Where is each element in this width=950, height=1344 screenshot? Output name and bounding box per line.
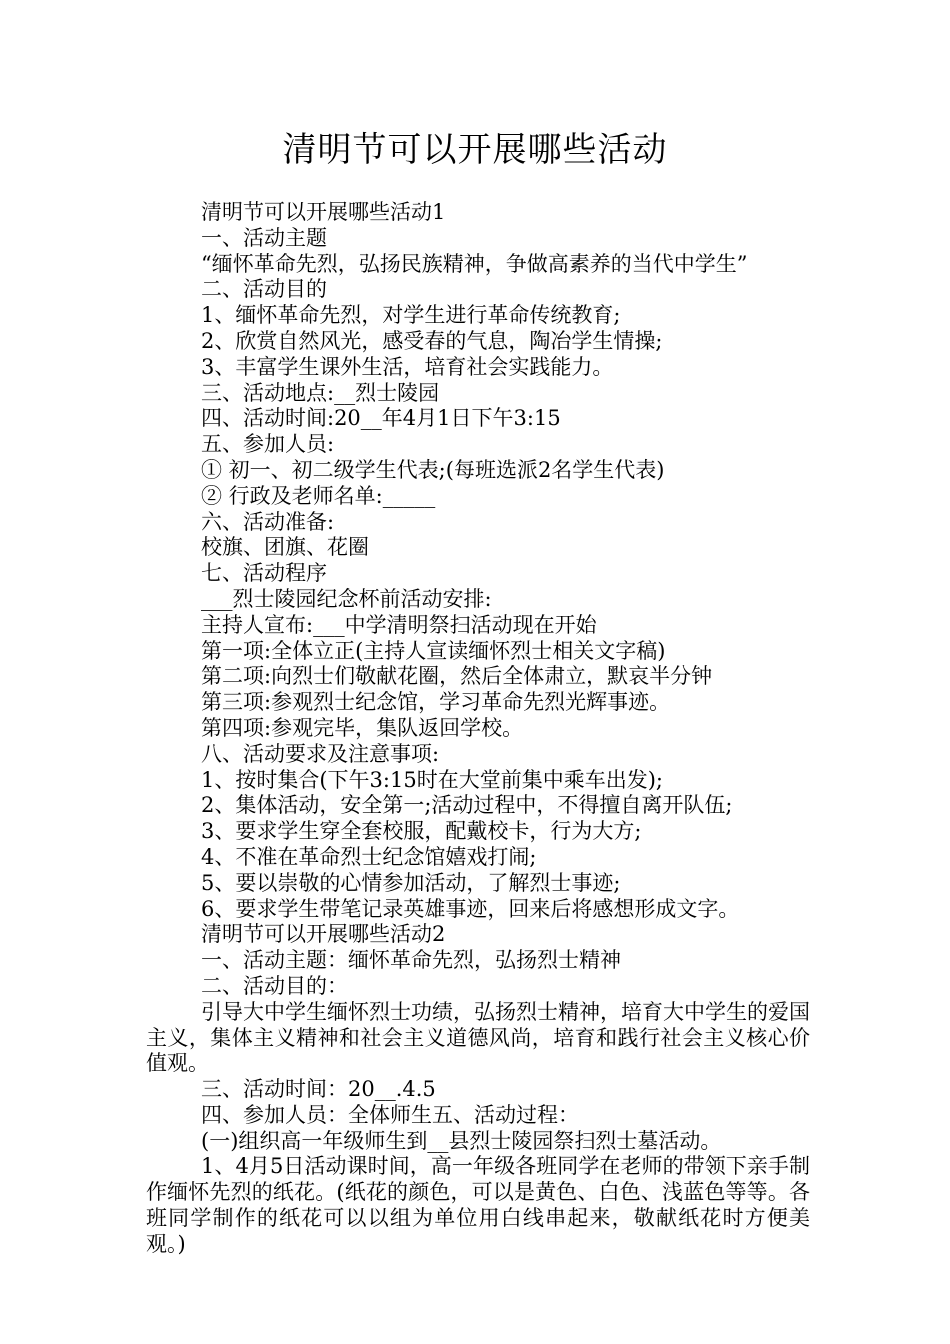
document-body [146, 200, 810, 1258]
body-line: 第三项:参观烈士纪念馆，学习革命先烈光辉事迹。 [201, 690, 671, 715]
body-line: ② 行政及老师名单:_____ [201, 483, 436, 508]
document-title: 清明节可以开展哪些活动 [282, 130, 668, 170]
body-line: 八、活动要求及注意事项: [201, 741, 440, 766]
body-line: 6、要求学生带笔记录英雄事迹，回来后将感想形成文字。 [201, 896, 740, 921]
body-line: ① 初一、初二级学生代表;(每班选派2名学生代表) [201, 457, 665, 482]
body-line: 第四项:参观完毕，集队返回学校。 [201, 715, 524, 740]
body-line: 5、要以崇敬的心情参加活动，了解烈士事迹; [201, 870, 621, 895]
body-line: 主持人宣布:___中学清明祭扫活动现在开始 [201, 612, 597, 637]
body-paragraph: 引导大中学生缅怀烈士功绩，弘扬烈士精神，培育大中学生的爱国主义，集体主义精神和社会主义道德风尚，培育和践行社会主义核心价值观。 [146, 999, 810, 1076]
body-line: 一、活动主题 [201, 225, 327, 250]
body-line: 第二项:向烈士们敬献花圈，然后全体肃立，默哀半分钟 [201, 664, 713, 689]
body-line: 清明节可以开展哪些活动1 [201, 200, 446, 224]
body-line: 2、欣赏自然风光，感受春的气息，陶冶学生情操; [201, 328, 663, 353]
body-line: 第一项:全体立正(主持人宣读缅怀烈士相关文字稿) [201, 638, 666, 663]
body-paragraph: 1、4月5日活动课时间，高一年级各班同学在老师的带领下亲手制作缅怀先烈的纸花。(纸花的颜色，可以是黄色、白色、浅蓝色等等。各班同学制作的纸花可以以组为单位用白线串起来，敬献纸花时方便美观。) [146, 1154, 810, 1256]
body-line: 1、缅怀革命先烈，对学生进行革命传统教育; [201, 303, 621, 328]
body-line: 四、活动时间:20__年4月1日下午3:15 [201, 406, 561, 431]
body-line: 七、活动程序 [201, 561, 327, 586]
body-line: 二、活动目的 [201, 277, 327, 302]
body-line: 六、活动准备: [201, 509, 335, 534]
body-line: (一)组织高一年级师生到__县烈士陵园祭扫烈士墓活动。 [201, 1128, 722, 1153]
body-line: 3、要求学生穿全套校服，配戴校卡，行为大方; [201, 819, 642, 844]
body-line: 三、活动地点:__烈士陵园 [201, 380, 440, 405]
body-line: 2、集体活动，安全第一;活动过程中，不得擅自离开队伍; [201, 793, 733, 818]
body-line: 清明节可以开展哪些活动2 [201, 922, 446, 947]
body-line: 1、按时集合(下午3:15时在大堂前集中乘车出发); [201, 767, 663, 792]
body-line: 四、参加人员：全体师生五、活动过程： [201, 1102, 579, 1127]
body-line: 二、活动目的： [201, 973, 348, 998]
body-line: ___烈士陵园纪念杯前活动安排: [201, 586, 492, 611]
body-line: 4、不准在革命烈士纪念馆嬉戏打闹; [201, 844, 537, 869]
body-line: 三、活动时间：20__.4.5 [201, 1077, 436, 1102]
body-line: 3、丰富学生课外生活，培育社会实践能力。 [201, 354, 614, 379]
body-line: “缅怀革命先烈，弘扬民族精神，争做高素养的当代中学生” [201, 251, 748, 276]
body-line: 一、活动主题：缅怀革命先烈，弘扬烈士精神 [201, 948, 621, 973]
body-line: 校旗、团旗、花圈 [201, 535, 369, 560]
body-line: 五、参加人员: [201, 432, 335, 457]
